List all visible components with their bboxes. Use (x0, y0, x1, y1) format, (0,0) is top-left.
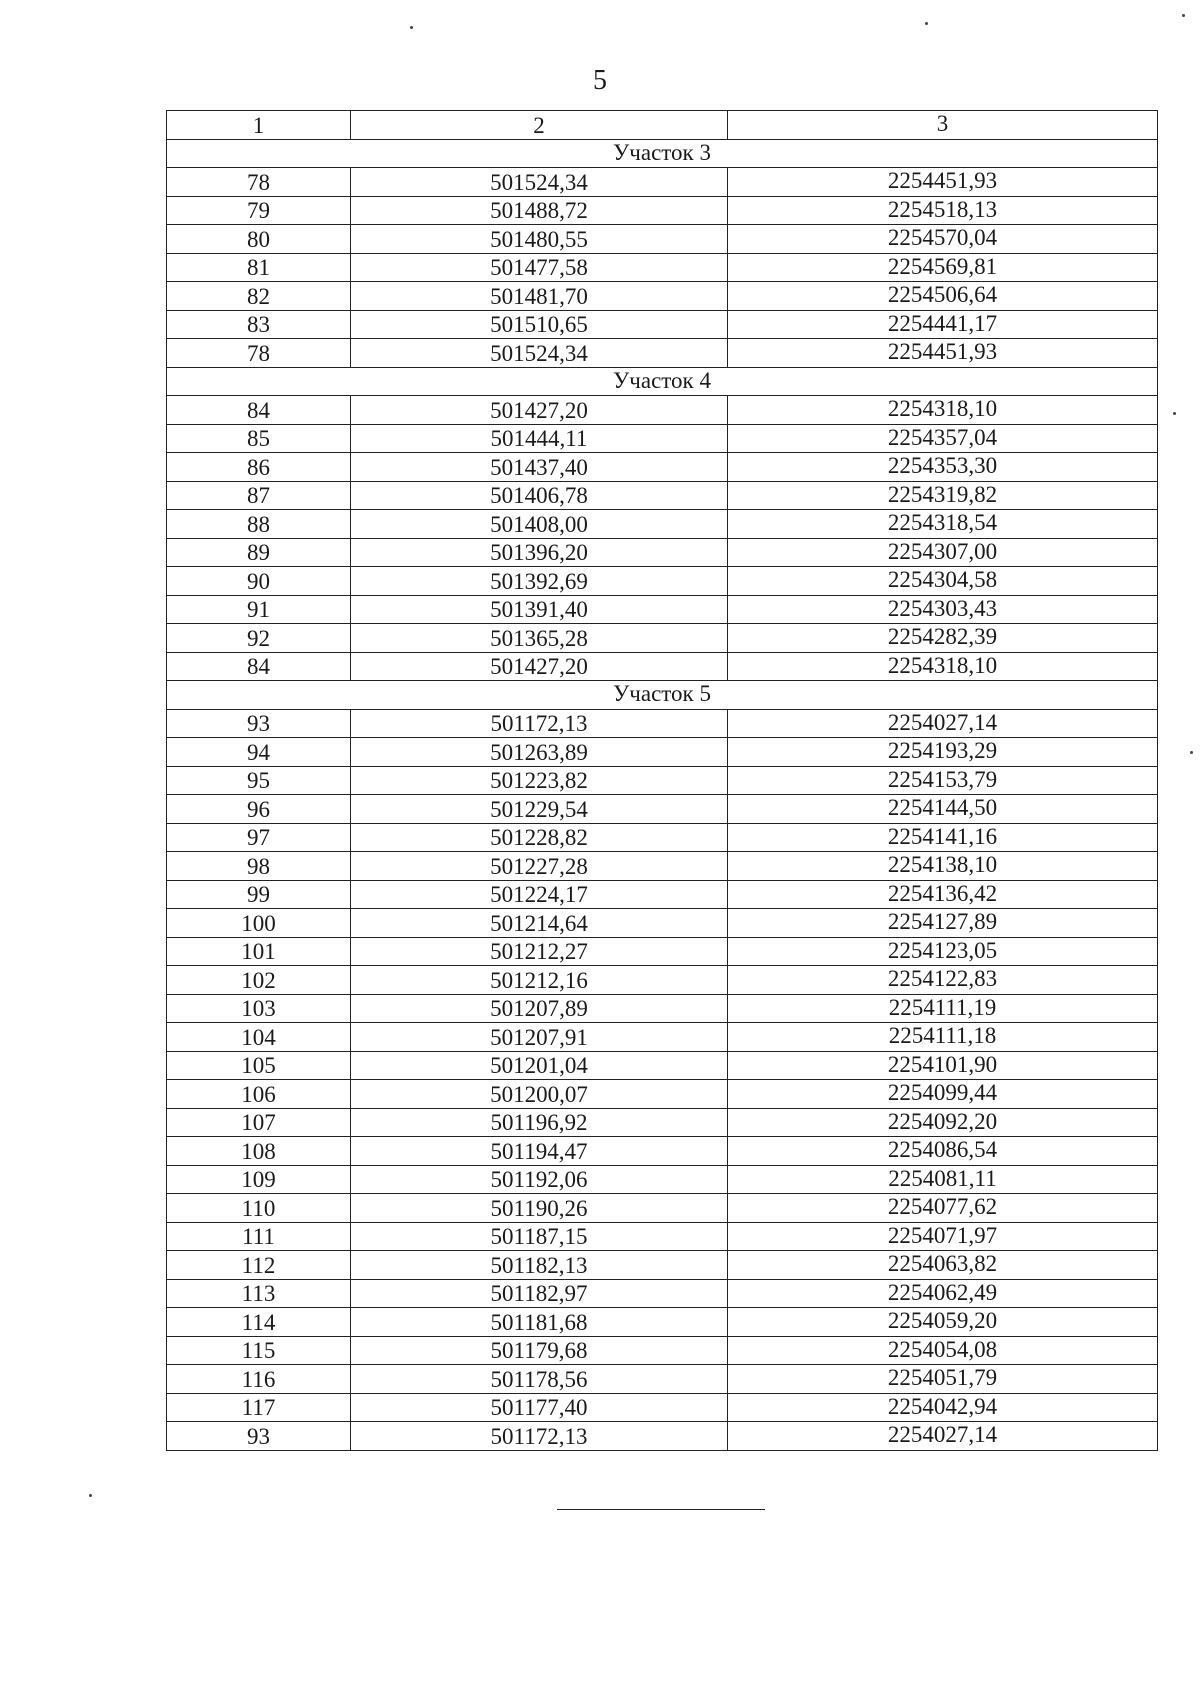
x-coordinate-cell: 501196,92 (351, 1108, 728, 1137)
y-coordinate-cell: 2254144,50 (728, 795, 1158, 824)
point-number-cell: 82 (167, 282, 351, 311)
table-row (167, 966, 1158, 995)
x-coordinate-cell: 501524,34 (351, 168, 728, 197)
header-cell-x: 2 (351, 111, 728, 140)
table-row (167, 709, 1158, 738)
table-row (167, 1422, 1158, 1451)
x-coordinate-cell: 501437,40 (351, 453, 728, 482)
scan-speck (1182, 14, 1185, 17)
x-coordinate-cell: 501391,40 (351, 595, 728, 624)
section-title: Участок 3 (167, 139, 1158, 168)
x-coordinate-cell: 501406,78 (351, 481, 728, 510)
point-number-cell: 86 (167, 453, 351, 482)
y-coordinate-cell: 2254319,82 (728, 481, 1158, 510)
x-coordinate-cell: 501392,69 (351, 567, 728, 596)
table-row (167, 994, 1158, 1023)
table-row (167, 1080, 1158, 1109)
y-coordinate-cell: 2254569,81 (728, 253, 1158, 282)
y-coordinate-cell: 2254357,04 (728, 424, 1158, 453)
table-row (167, 453, 1158, 482)
section-header-row (167, 681, 1158, 710)
table-row (167, 1023, 1158, 1052)
table-row (167, 168, 1158, 197)
table-row (167, 538, 1158, 567)
y-coordinate-cell: 2254318,10 (728, 652, 1158, 681)
table-row (167, 1251, 1158, 1280)
x-coordinate-cell: 501488,72 (351, 196, 728, 225)
point-number-cell: 80 (167, 225, 351, 254)
point-number-cell: 93 (167, 1422, 351, 1451)
y-coordinate-cell: 2254570,04 (728, 225, 1158, 254)
y-coordinate-cell: 2254307,00 (728, 538, 1158, 567)
x-coordinate-cell: 501212,16 (351, 966, 728, 995)
y-coordinate-cell: 2254062,49 (728, 1279, 1158, 1308)
y-coordinate-cell: 2254054,08 (728, 1336, 1158, 1365)
x-coordinate-cell: 501207,89 (351, 994, 728, 1023)
section-title: Участок 5 (167, 681, 1158, 710)
header-cell-y: 3 (728, 111, 1158, 140)
x-coordinate-cell: 501263,89 (351, 738, 728, 767)
point-number-cell: 79 (167, 196, 351, 225)
x-coordinate-cell: 501178,56 (351, 1365, 728, 1394)
point-number-cell: 89 (167, 538, 351, 567)
table-row (167, 196, 1158, 225)
y-coordinate-cell: 2254193,29 (728, 738, 1158, 767)
table-row (167, 1051, 1158, 1080)
point-number-cell: 84 (167, 396, 351, 425)
table-row (167, 1222, 1158, 1251)
table-row (167, 1393, 1158, 1422)
x-coordinate-cell: 501481,70 (351, 282, 728, 311)
y-coordinate-cell: 2254123,05 (728, 937, 1158, 966)
x-coordinate-cell: 501510,65 (351, 310, 728, 339)
table-row (167, 852, 1158, 881)
x-coordinate-cell: 501192,06 (351, 1165, 728, 1194)
y-coordinate-cell: 2254099,44 (728, 1080, 1158, 1109)
table-row (167, 909, 1158, 938)
y-coordinate-cell: 2254042,94 (728, 1393, 1158, 1422)
y-coordinate-cell: 2254127,89 (728, 909, 1158, 938)
x-coordinate-cell: 501179,68 (351, 1336, 728, 1365)
table-row (167, 795, 1158, 824)
x-coordinate-cell: 501172,13 (351, 1422, 728, 1451)
y-coordinate-cell: 2254027,14 (728, 1422, 1158, 1451)
point-number-cell: 93 (167, 709, 351, 738)
table-row (167, 481, 1158, 510)
table-row (167, 738, 1158, 767)
y-coordinate-cell: 2254081,11 (728, 1165, 1158, 1194)
scan-speck (925, 22, 928, 25)
x-coordinate-cell: 501229,54 (351, 795, 728, 824)
point-number-cell: 116 (167, 1365, 351, 1394)
table-row (167, 880, 1158, 909)
point-number-cell: 115 (167, 1336, 351, 1365)
table-row (167, 339, 1158, 368)
y-coordinate-cell: 2254111,19 (728, 994, 1158, 1023)
point-number-cell: 103 (167, 994, 351, 1023)
point-number-cell: 94 (167, 738, 351, 767)
y-coordinate-cell: 2254077,62 (728, 1194, 1158, 1223)
point-number-cell: 78 (167, 168, 351, 197)
table-row (167, 424, 1158, 453)
table-row (167, 282, 1158, 311)
point-number-cell: 113 (167, 1279, 351, 1308)
point-number-cell: 106 (167, 1080, 351, 1109)
scan-speck (1173, 412, 1176, 415)
table-row (167, 1108, 1158, 1137)
y-coordinate-cell: 2254451,93 (728, 168, 1158, 197)
table-row (167, 1308, 1158, 1337)
x-coordinate-cell: 501223,82 (351, 766, 728, 795)
y-coordinate-cell: 2254086,54 (728, 1137, 1158, 1166)
point-number-cell: 104 (167, 1023, 351, 1052)
point-number-cell: 88 (167, 510, 351, 539)
x-coordinate-cell: 501396,20 (351, 538, 728, 567)
table-row (167, 595, 1158, 624)
point-number-cell: 90 (167, 567, 351, 596)
point-number-cell: 99 (167, 880, 351, 909)
x-coordinate-cell: 501212,27 (351, 937, 728, 966)
table-row (167, 1165, 1158, 1194)
y-coordinate-cell: 2254063,82 (728, 1251, 1158, 1280)
point-number-cell: 95 (167, 766, 351, 795)
x-coordinate-cell: 501365,28 (351, 624, 728, 653)
y-coordinate-cell: 2254092,20 (728, 1108, 1158, 1137)
x-coordinate-cell: 501224,17 (351, 880, 728, 909)
y-coordinate-cell: 2254071,97 (728, 1222, 1158, 1251)
y-coordinate-cell: 2254451,93 (728, 339, 1158, 368)
section-title: Участок 4 (167, 367, 1158, 396)
table-row (167, 624, 1158, 653)
x-coordinate-cell: 501408,00 (351, 510, 728, 539)
y-coordinate-cell: 2254353,30 (728, 453, 1158, 482)
x-coordinate-cell: 501214,64 (351, 909, 728, 938)
y-coordinate-cell: 2254141,16 (728, 823, 1158, 852)
coordinates-table-body (167, 111, 1158, 1451)
point-number-cell: 117 (167, 1393, 351, 1422)
table-row (167, 1365, 1158, 1394)
y-coordinate-cell: 2254441,17 (728, 310, 1158, 339)
point-number-cell: 114 (167, 1308, 351, 1337)
table-row (167, 396, 1158, 425)
x-coordinate-cell: 501194,47 (351, 1137, 728, 1166)
table-row (167, 937, 1158, 966)
point-number-cell: 109 (167, 1165, 351, 1194)
point-number-cell: 81 (167, 253, 351, 282)
point-number-cell: 110 (167, 1194, 351, 1223)
x-coordinate-cell: 501187,15 (351, 1222, 728, 1251)
x-coordinate-cell: 501427,20 (351, 396, 728, 425)
section-header-row (167, 139, 1158, 168)
point-number-cell: 101 (167, 937, 351, 966)
point-number-cell: 83 (167, 310, 351, 339)
point-number-cell: 107 (167, 1108, 351, 1137)
point-number-cell: 97 (167, 823, 351, 852)
y-coordinate-cell: 2254303,43 (728, 595, 1158, 624)
x-coordinate-cell: 501524,34 (351, 339, 728, 368)
scan-speck (410, 26, 413, 29)
table-row (167, 225, 1158, 254)
y-coordinate-cell: 2254506,64 (728, 282, 1158, 311)
point-number-cell: 92 (167, 624, 351, 653)
section-header-row (167, 367, 1158, 396)
x-coordinate-cell: 501190,26 (351, 1194, 728, 1223)
y-coordinate-cell: 2254318,54 (728, 510, 1158, 539)
table-row (167, 766, 1158, 795)
table-row (167, 1279, 1158, 1308)
bottom-rule (557, 1509, 765, 1510)
point-number-cell: 112 (167, 1251, 351, 1280)
x-coordinate-cell: 501480,55 (351, 225, 728, 254)
y-coordinate-cell: 2254136,42 (728, 880, 1158, 909)
y-coordinate-cell: 2254111,18 (728, 1023, 1158, 1052)
x-coordinate-cell: 501172,13 (351, 709, 728, 738)
point-number-cell: 84 (167, 652, 351, 681)
point-number-cell: 87 (167, 481, 351, 510)
x-coordinate-cell: 501228,82 (351, 823, 728, 852)
point-number-cell: 78 (167, 339, 351, 368)
point-number-cell: 100 (167, 909, 351, 938)
x-coordinate-cell: 501182,97 (351, 1279, 728, 1308)
x-coordinate-cell: 501177,40 (351, 1393, 728, 1422)
y-coordinate-cell: 2254101,90 (728, 1051, 1158, 1080)
point-number-cell: 85 (167, 424, 351, 453)
table-row (167, 567, 1158, 596)
scan-speck (1190, 751, 1193, 754)
y-coordinate-cell: 2254027,14 (728, 709, 1158, 738)
y-coordinate-cell: 2254122,83 (728, 966, 1158, 995)
point-number-cell: 98 (167, 852, 351, 881)
table-row (167, 310, 1158, 339)
table-row (167, 1336, 1158, 1365)
point-number-cell: 91 (167, 595, 351, 624)
table-header-row (167, 111, 1158, 140)
y-coordinate-cell: 2254051,79 (728, 1365, 1158, 1394)
table-row (167, 253, 1158, 282)
table-row (167, 1137, 1158, 1166)
table-row (167, 652, 1158, 681)
x-coordinate-cell: 501182,13 (351, 1251, 728, 1280)
x-coordinate-cell: 501201,04 (351, 1051, 728, 1080)
x-coordinate-cell: 501207,91 (351, 1023, 728, 1052)
scan-speck (89, 1494, 92, 1497)
x-coordinate-cell: 501181,68 (351, 1308, 728, 1337)
point-number-cell: 102 (167, 966, 351, 995)
x-coordinate-cell: 501200,07 (351, 1080, 728, 1109)
point-number-cell: 96 (167, 795, 351, 824)
y-coordinate-cell: 2254282,39 (728, 624, 1158, 653)
y-coordinate-cell: 2254153,79 (728, 766, 1158, 795)
page-number: 5 (593, 65, 607, 96)
table-row (167, 823, 1158, 852)
table-row (167, 510, 1158, 539)
point-number-cell: 111 (167, 1222, 351, 1251)
x-coordinate-cell: 501227,28 (351, 852, 728, 881)
header-cell-point-number: 1 (167, 111, 351, 140)
point-number-cell: 105 (167, 1051, 351, 1080)
y-coordinate-cell: 2254518,13 (728, 196, 1158, 225)
x-coordinate-cell: 501444,11 (351, 424, 728, 453)
y-coordinate-cell: 2254318,10 (728, 396, 1158, 425)
coordinates-table (166, 110, 1158, 1451)
y-coordinate-cell: 2254138,10 (728, 852, 1158, 881)
x-coordinate-cell: 501477,58 (351, 253, 728, 282)
table-row (167, 1194, 1158, 1223)
x-coordinate-cell: 501427,20 (351, 652, 728, 681)
y-coordinate-cell: 2254059,20 (728, 1308, 1158, 1337)
y-coordinate-cell: 2254304,58 (728, 567, 1158, 596)
point-number-cell: 108 (167, 1137, 351, 1166)
